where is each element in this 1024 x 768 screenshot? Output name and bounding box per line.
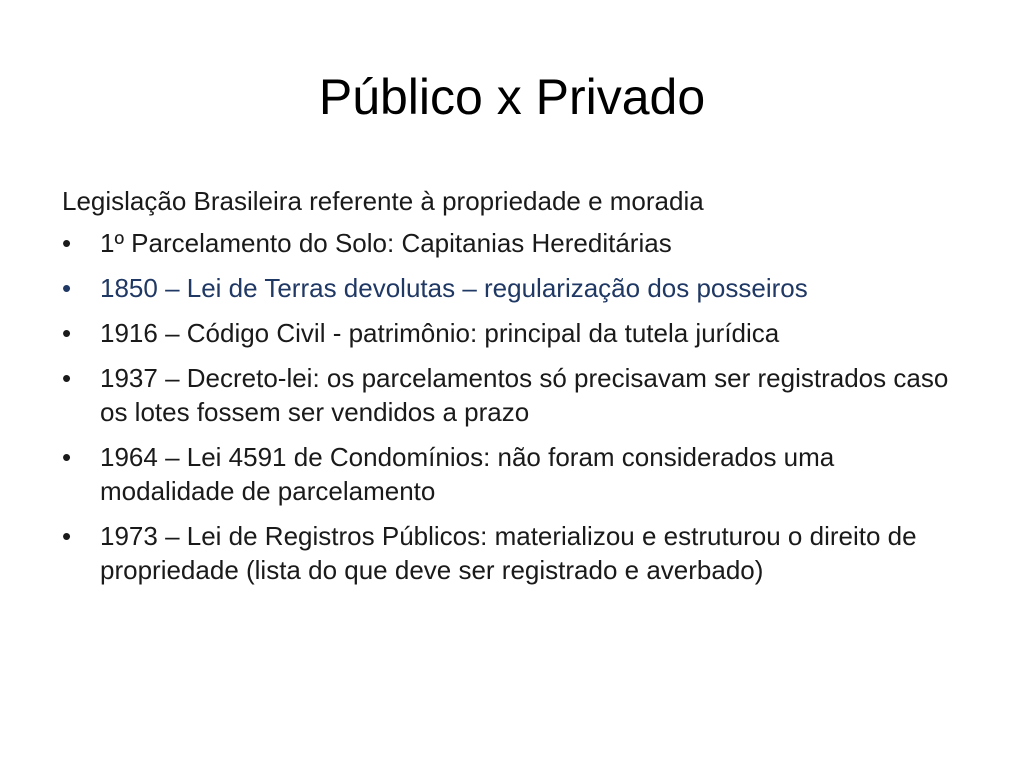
bullet-icon: • xyxy=(62,318,72,348)
list-item xyxy=(62,226,962,260)
bullet-icon: • xyxy=(62,228,72,258)
list-item xyxy=(62,316,962,350)
intro-text: Legislação Brasileira referente à propriedade e moradia xyxy=(62,186,704,216)
list-item-text: 1973 – Lei de Registros Públicos: materializou e estruturou o direito de propriedade (lista do que deve ser registrado e averbado) xyxy=(100,521,917,585)
slide-title: Público x Privado xyxy=(318,69,706,125)
list-item xyxy=(62,519,962,587)
bullet-list xyxy=(62,226,962,587)
bullet-icon: • xyxy=(62,442,72,472)
list-item-text: 1916 – Código Civil - patrimônio: principal da tutela jurídica xyxy=(100,318,780,348)
list-item xyxy=(62,440,962,508)
list-item-text: 1850 – Lei de Terras devolutas – regularização dos posseiros xyxy=(100,273,808,303)
list-item-text: 1937 – Decreto-lei: os parcelamentos só precisavam ser registrados caso os lotes fossem ser vendidos a prazo xyxy=(100,363,949,427)
bullet-icon: • xyxy=(62,273,72,303)
list-item-highlighted xyxy=(62,271,962,305)
bullet-icon: • xyxy=(62,521,72,551)
list-item xyxy=(62,361,962,429)
bullet-icon: • xyxy=(62,363,72,393)
list-item-text: 1964 – Lei 4591 de Condomínios: não foram considerados uma modalidade de parcelamento xyxy=(100,442,835,506)
slide-content xyxy=(62,182,962,598)
list-item-text: 1º Parcelamento do Solo: Capitanias Hereditárias xyxy=(100,228,672,258)
